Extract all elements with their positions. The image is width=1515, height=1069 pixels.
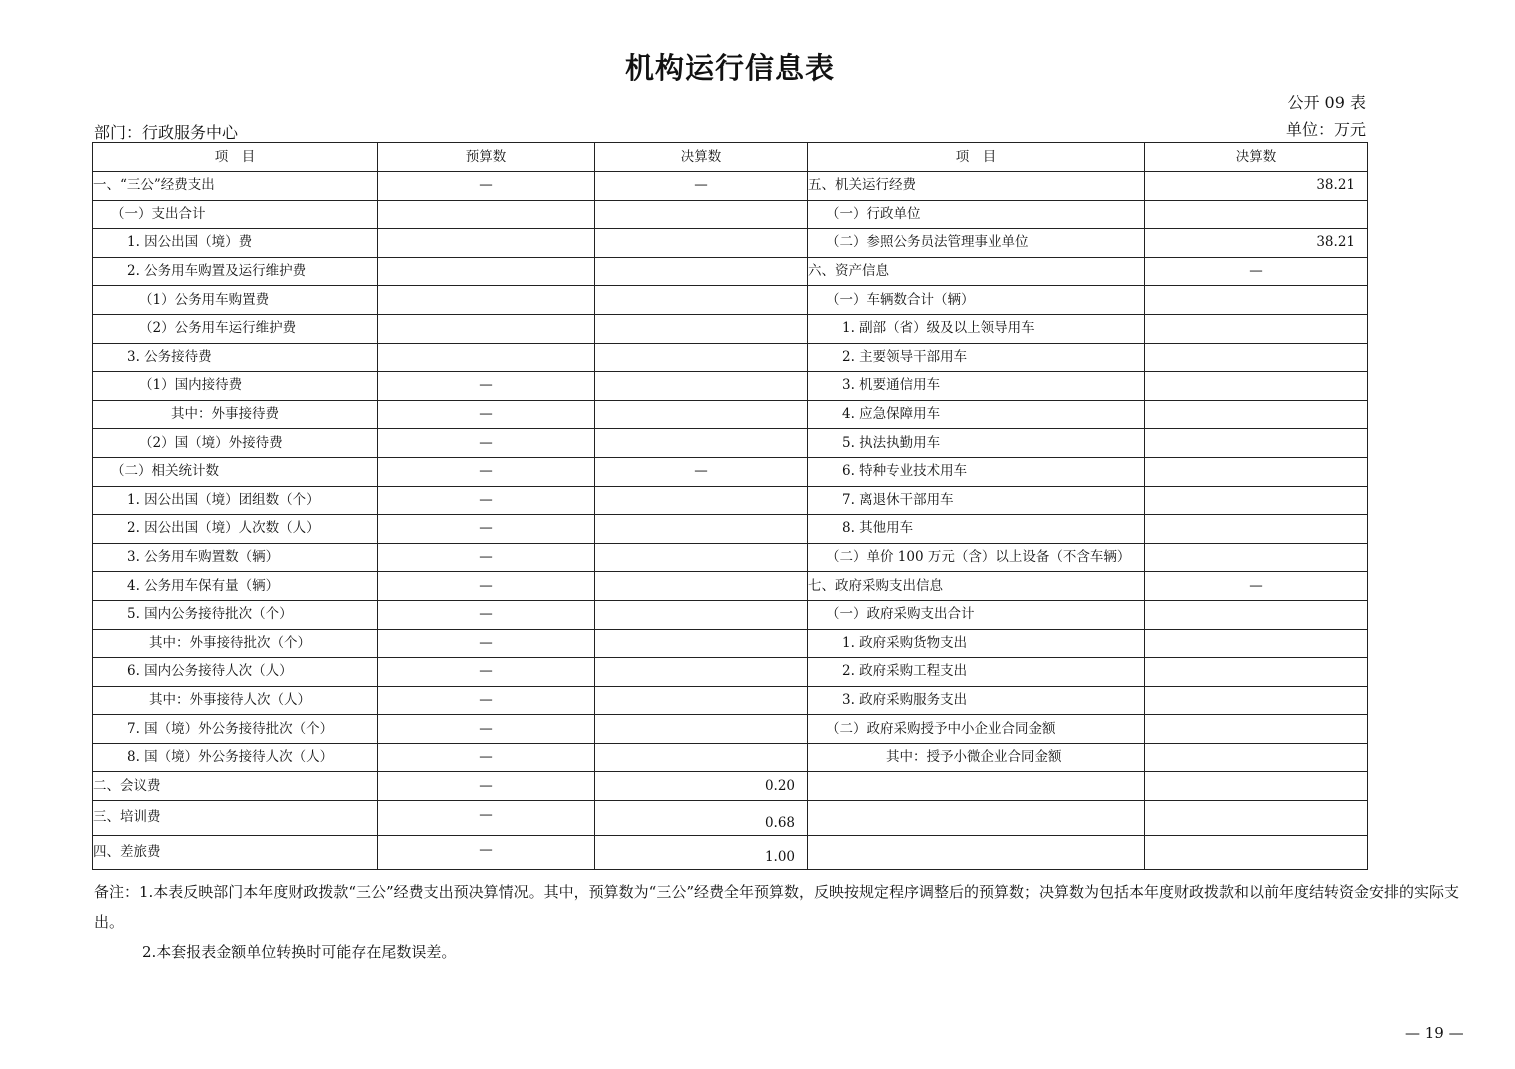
item-right-cell <box>808 772 1145 801</box>
table-row <box>93 172 1368 201</box>
item-left-cell: 7. 国（境）外公务接待批次（个） <box>93 715 378 744</box>
final-left-cell <box>595 686 808 715</box>
final-left-cell: — <box>595 172 808 201</box>
item-right-cell: （二）单价 100 万元（含）以上设备（不含车辆） <box>808 543 1145 572</box>
final-right-cell <box>1145 743 1368 772</box>
item-right-cell: （二）参照公务员法管理事业单位 <box>808 229 1145 258</box>
item-right-cell: 2. 主要领导干部用车 <box>808 343 1145 372</box>
note-1: 备注：1.本表反映部门本年度财政拨款“三公”经费支出预决算情况。其中，预算数为“三公”经费全年预算数，反映按规定程序调整后的预算数；决算数为包括本年度财政拨款和以前年度结转资金安排的实际支出。 <box>94 883 1459 931</box>
final-right-cell <box>1145 801 1368 836</box>
item-right-cell: 1. 政府采购货物支出 <box>808 629 1145 658</box>
final-right-cell <box>1145 400 1368 429</box>
final-left-cell <box>595 543 808 572</box>
final-right-cell <box>1145 543 1368 572</box>
item-left-cell: 其中：外事接待费 <box>93 400 378 429</box>
final-left-cell <box>595 400 808 429</box>
item-left-cell: 二、会议费 <box>93 772 378 801</box>
item-right-cell: 4. 应急保障用车 <box>808 400 1145 429</box>
header-final-left: 决算数 <box>595 143 808 172</box>
table-row <box>93 572 1368 601</box>
item-right-cell <box>808 835 1145 870</box>
budget-cell <box>378 200 595 229</box>
item-right-cell: 6. 特种专业技术用车 <box>808 457 1145 486</box>
final-right-cell <box>1145 200 1368 229</box>
table-row <box>93 801 1368 836</box>
table-row <box>93 486 1368 515</box>
item-left-cell: 5. 国内公务接待批次（个） <box>93 600 378 629</box>
page-number: — 19 — <box>1405 1024 1464 1042</box>
item-right-cell: 3. 政府采购服务支出 <box>808 686 1145 715</box>
table-row <box>93 314 1368 343</box>
table-row <box>93 229 1368 258</box>
budget-cell: — <box>378 715 595 744</box>
item-left-cell: 四、差旅费 <box>93 835 378 870</box>
final-right-cell <box>1145 486 1368 515</box>
table-row <box>93 200 1368 229</box>
table-row <box>93 400 1368 429</box>
final-left-cell <box>595 429 808 458</box>
final-right-cell <box>1145 600 1368 629</box>
budget-cell: — <box>378 486 595 515</box>
department-label: 部门：行政服务中心 <box>94 123 239 142</box>
header-budget: 预算数 <box>378 143 595 172</box>
unit-label: 单位：万元 <box>1285 120 1366 139</box>
final-left-cell: — <box>595 457 808 486</box>
item-left-cell: 一、“三公”经费支出 <box>93 172 378 201</box>
budget-cell: — <box>378 629 595 658</box>
budget-cell: — <box>378 515 595 544</box>
item-right-cell: （二）政府采购授予中小企业合同金额 <box>808 715 1145 744</box>
item-left-cell: 4. 公务用车保有量（辆） <box>93 572 378 601</box>
item-left-cell: （2）国（境）外接待费 <box>93 429 378 458</box>
budget-cell: — <box>378 686 595 715</box>
table-row <box>93 515 1368 544</box>
table-row <box>93 543 1368 572</box>
item-left-cell: （一）支出合计 <box>93 200 378 229</box>
final-left-cell <box>595 715 808 744</box>
final-right-cell <box>1145 515 1368 544</box>
table-row <box>93 372 1368 401</box>
table-row <box>93 772 1368 801</box>
item-right-cell: 七、政府采购支出信息 <box>808 572 1145 601</box>
item-left-cell: （1）公务用车购置费 <box>93 286 378 315</box>
header-item-left: 项 目 <box>93 143 378 172</box>
header-item-right: 项 目 <box>808 143 1145 172</box>
item-left-cell: 6. 国内公务接待人次（人） <box>93 658 378 687</box>
item-right-cell: 六、资产信息 <box>808 257 1145 286</box>
final-left-cell <box>595 658 808 687</box>
final-right-cell <box>1145 772 1368 801</box>
final-right-cell <box>1145 629 1368 658</box>
final-left-cell: 0.68 <box>595 801 808 836</box>
item-right-cell: （一）车辆数合计（辆） <box>808 286 1145 315</box>
item-left-cell: 其中：外事接待人次（人） <box>93 686 378 715</box>
table-row <box>93 658 1368 687</box>
final-right-cell <box>1145 372 1368 401</box>
final-right-cell <box>1145 286 1368 315</box>
item-left-cell: 三、培训费 <box>93 801 378 836</box>
item-left-cell: 1. 因公出国（境）团组数（个） <box>93 486 378 515</box>
final-right-cell <box>1145 343 1368 372</box>
item-right-cell: 5. 执法执勤用车 <box>808 429 1145 458</box>
final-right-cell: — <box>1145 257 1368 286</box>
item-right-cell: 1. 副部（省）级及以上领导用车 <box>808 314 1145 343</box>
budget-cell <box>378 286 595 315</box>
final-left-cell <box>595 257 808 286</box>
budget-cell: — <box>378 429 595 458</box>
table-row <box>93 835 1368 870</box>
table-row <box>93 629 1368 658</box>
budget-cell: — <box>378 543 595 572</box>
budget-cell <box>378 314 595 343</box>
budget-cell: — <box>378 658 595 687</box>
final-left-cell <box>595 286 808 315</box>
item-right-cell: 2. 政府采购工程支出 <box>808 658 1145 687</box>
final-left-cell <box>595 600 808 629</box>
item-right-cell: （一）政府采购支出合计 <box>808 600 1145 629</box>
budget-cell: — <box>378 172 595 201</box>
budget-cell: — <box>378 400 595 429</box>
final-right-cell <box>1145 658 1368 687</box>
table-header-row <box>93 143 1368 172</box>
final-right-cell <box>1145 457 1368 486</box>
budget-cell: — <box>378 743 595 772</box>
table-row <box>93 257 1368 286</box>
page-title: 机构运行信息表 <box>624 51 835 85</box>
budget-cell: — <box>378 372 595 401</box>
info-table <box>92 142 1368 870</box>
final-right-cell: 38.21 <box>1145 229 1368 258</box>
item-right-cell <box>808 801 1145 836</box>
item-left-cell: （1）国内接待费 <box>93 372 378 401</box>
final-right-cell: 38.21 <box>1145 172 1368 201</box>
budget-cell: — <box>378 600 595 629</box>
budget-cell <box>378 343 595 372</box>
item-left-cell: 8. 国（境）外公务接待人次（人） <box>93 743 378 772</box>
table-row <box>93 715 1368 744</box>
final-left-cell <box>595 486 808 515</box>
budget-cell <box>378 257 595 286</box>
final-right-cell <box>1145 835 1368 870</box>
final-left-cell <box>595 372 808 401</box>
final-left-cell <box>595 343 808 372</box>
table-row <box>93 343 1368 372</box>
budget-cell: — <box>378 572 595 601</box>
item-right-cell: （一）行政单位 <box>808 200 1145 229</box>
final-right-cell <box>1145 314 1368 343</box>
final-right-cell <box>1145 686 1368 715</box>
item-left-cell: 2. 因公出国（境）人次数（人） <box>93 515 378 544</box>
budget-cell: — <box>378 835 595 870</box>
form-number: 公开 09 表 <box>1287 93 1366 112</box>
item-left-cell: 其中：外事接待批次（个） <box>93 629 378 658</box>
item-right-cell: 3. 机要通信用车 <box>808 372 1145 401</box>
item-right-cell: 五、机关运行经费 <box>808 172 1145 201</box>
final-left-cell <box>595 200 808 229</box>
header-final-right: 决算数 <box>1145 143 1368 172</box>
budget-cell <box>378 229 595 258</box>
table-row <box>93 286 1368 315</box>
final-left-cell <box>595 314 808 343</box>
table-row <box>93 686 1368 715</box>
final-left-cell: 1.00 <box>595 835 808 870</box>
table-row <box>93 429 1368 458</box>
budget-cell: — <box>378 772 595 801</box>
item-left-cell: （二）相关统计数 <box>93 457 378 486</box>
item-right-cell: 7. 离退休干部用车 <box>808 486 1145 515</box>
final-left-cell <box>595 743 808 772</box>
item-left-cell: （2）公务用车运行维护费 <box>93 314 378 343</box>
table-row <box>93 457 1368 486</box>
item-left-cell: 1. 因公出国（境）费 <box>93 229 378 258</box>
item-right-cell: 8. 其他用车 <box>808 515 1145 544</box>
final-left-cell <box>595 515 808 544</box>
final-left-cell <box>595 572 808 601</box>
final-right-cell <box>1145 429 1368 458</box>
item-left-cell: 3. 公务接待费 <box>93 343 378 372</box>
item-right-cell: 其中：授予小微企业合同金额 <box>808 743 1145 772</box>
note-2: 2.本套报表金额单位转换时可能存在尾数误差。 <box>142 943 457 961</box>
final-right-cell: — <box>1145 572 1368 601</box>
final-left-cell <box>595 229 808 258</box>
budget-cell: — <box>378 801 595 836</box>
budget-cell: — <box>378 457 595 486</box>
final-left-cell <box>595 629 808 658</box>
item-left-cell: 2. 公务用车购置及运行维护费 <box>93 257 378 286</box>
table-row <box>93 600 1368 629</box>
item-left-cell: 3. 公务用车购置数（辆） <box>93 543 378 572</box>
final-right-cell <box>1145 715 1368 744</box>
table-row <box>93 743 1368 772</box>
final-left-cell: 0.20 <box>595 772 808 801</box>
notes <box>94 877 1474 967</box>
